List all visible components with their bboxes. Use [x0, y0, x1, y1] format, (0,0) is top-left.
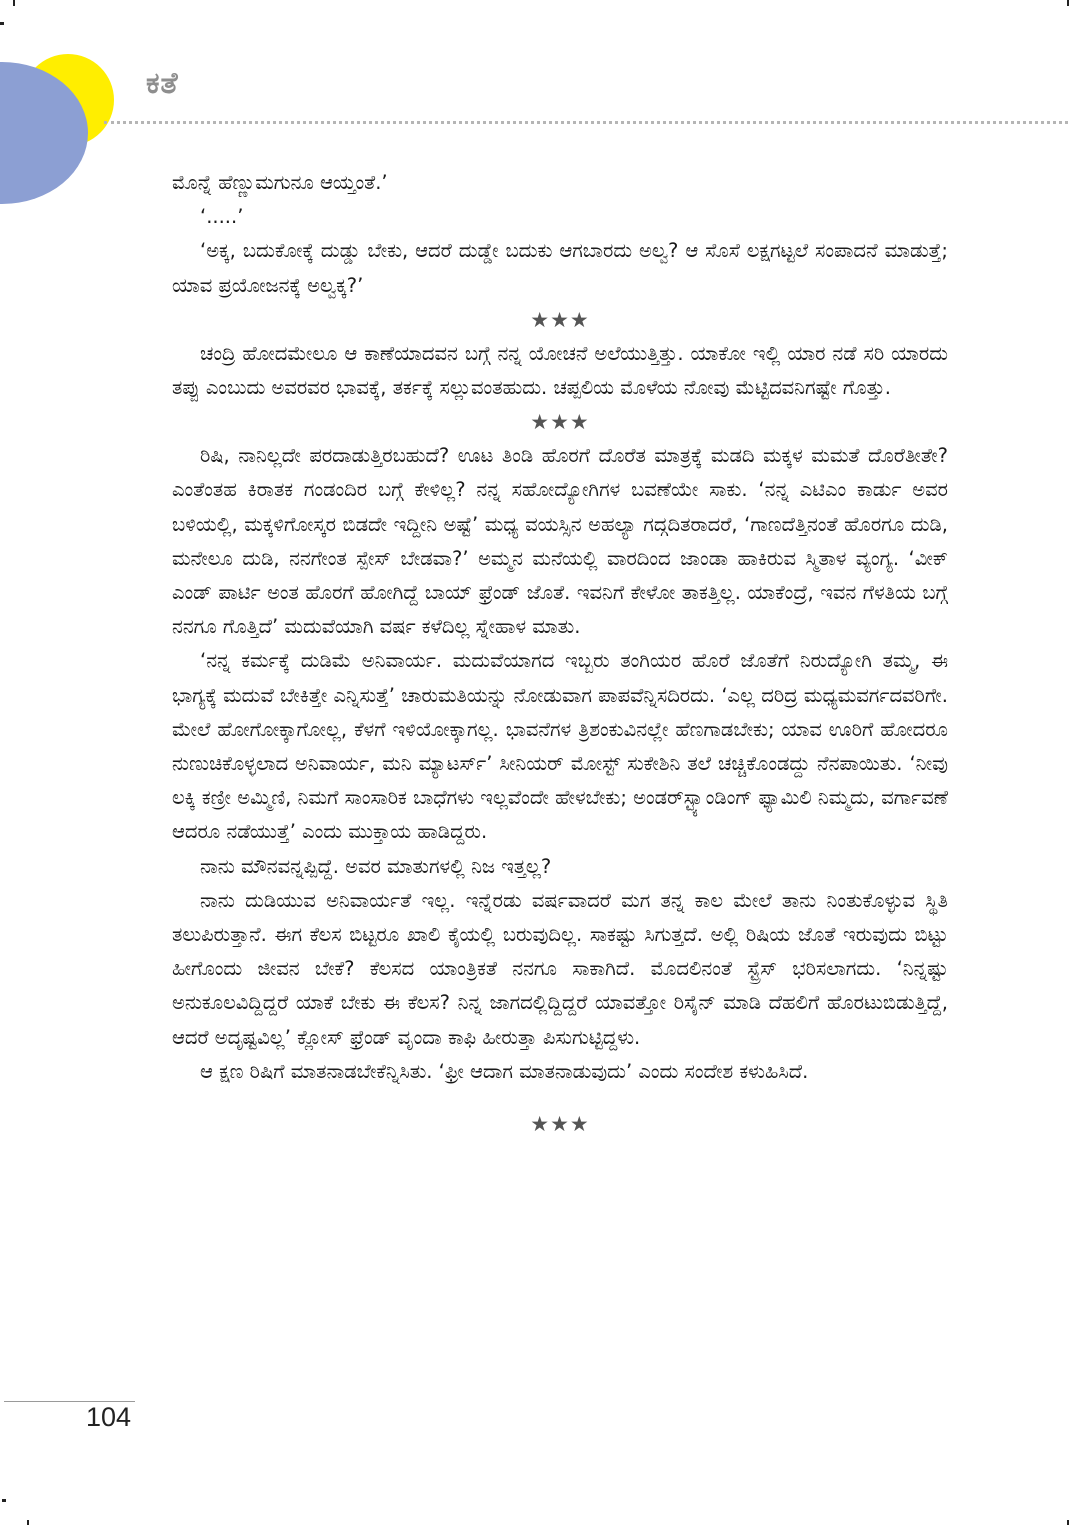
crop-mark-top-left: [13, 0, 15, 6]
paragraph: ರಿಷಿ, ನಾನಿಲ್ಲದೇ ಪರದಾಡುತ್ತಿರಬಹುದೆ? ಊಟ ತಿಂಡಿ ಹೊರಗೆ ದೊರೆತ ಮಾತ್ರಕ್ಕೆ ಮಡದಿ ಮಕ್ಕಳ ಮಮತೆ ದೊರೆತೀತೇ? ಎಂತೆಂತಹ ಕಿರಾತಕ ಗಂಡಂದಿರ ಬಗ್ಗೆ ಕೇಳಿಲ್ಲ? ನನ್ನ ಸಹೋದ್ಯೋಗಿಗಳ ಬವಣೆಯೇ ಸಾಕು. ‘ನನ್ನ ಎಟಿಎಂ ಕಾರ್ಡು ಅವರ ಬಳಿಯಲ್ಲಿ, ಮಕ್ಕಳಿಗೋಸ್ಕರ ಬಿಡದೇ ಇದ್ದೀನಿ ಅಷ್ಟೆ’ ಮಧ್ಯ ವಯಸ್ಸಿನ ಅಹಲ್ಯಾ ಗದ್ಗದಿತರಾದರೆ, ‘ಗಾಣದೆತ್ತಿನಂತೆ ಹೊರಗೂ ದುಡಿ, ಮನೇಲೂ ದುಡಿ, ನನಗೇಂತ ಸ್ಪೇಸ್ ಬೇಡವಾ?’ ಅಮ್ಮನ ಮನೆಯಲ್ಲಿ ವಾರದಿಂದ ಜಾಂಡಾ ಹಾಕಿರುವ ಸ್ಮಿತಾಳ ವ್ಯಂಗ್ಯ. ‘ವೀಕ್ ಎಂಡ್ ಪಾರ್ಟಿ ಅಂತ ಹೊರಗೆ ಹೋಗಿದ್ದೆ ಬಾಯ್ ಫ್ರೆಂಡ್ ಜೊತೆ. ಇವನಿಗೆ ಕೇಳೋ ತಾಕತ್ತಿಲ್ಲ. ಯಾಕೆಂದ್ರೆ, ಇವನ ಗೆಳತಿಯ ಬಗ್ಗೆ ನನಗೂ ಗೊತ್ತಿದೆ’ ಮದುವೆಯಾಗಿ ವರ್ಷ ಕಳೆದಿಲ್ಲ ಸ್ನೇಹಾಳ ಮಾತು.: [172, 444, 948, 639]
crop-mark-bottom-left-side: [2, 1499, 6, 1502]
section-break-stars: ★★★: [530, 1112, 590, 1137]
crop-mark-bottom-left: [27, 1520, 29, 1525]
section-break-stars: ★★★: [530, 307, 590, 332]
crop-mark-top-left-side: [0, 22, 4, 25]
section-title: ಕತೆ: [146, 66, 179, 101]
crop-mark-top-right: [1067, 0, 1069, 6]
paragraph-ellipsis: ‘.....’: [200, 205, 244, 229]
page-number: 104: [86, 1402, 132, 1432]
paragraph: ‘ನನ್ನ ಕರ್ಮಕ್ಕೆ ದುಡಿಮೆ ಅನಿವಾರ್ಯ. ಮದುವೆಯಾಗದ ಇಬ್ಬರು ತಂಗಿಯರ ಹೊರೆ ಜೊತೆಗೆ ನಿರುದ್ಯೋಗಿ ತಮ್ಮ, ಈ ಭಾಗ್ಯಕ್ಕೆ ಮದುವೆ ಬೇಕಿತ್ತೇ ಎನ್ನಿಸುತ್ತೆ’ ಚಾರುಮತಿಯನ್ನು ನೋಡುವಾಗ ಪಾಪವೆನ್ನಿಸದಿರದು. ‘ಎಲ್ಲ ದರಿದ್ರ ಮಧ್ಯಮವರ್ಗದವರಿಗೇ. ಮೇಲೆ ಹೋಗೋಕ್ಕಾಗೋಲ್ಲ, ಕೆಳಗೆ ಇಳಿಯೋಕ್ಕಾಗಲ್ಲ. ಭಾವನೆಗಳ ತ್ರಿಶಂಕುವಿನಲ್ಲೇ ಹೆಣಗಾಡಬೇಕು; ಯಾವ ಊರಿಗೆ ಹೋದರೂ ನುಣುಚಿಕೊಳ್ಳಲಾದ ಅನಿವಾರ್ಯ, ಮನಿ ಮ್ಯಾಟರ್ಸ್’ ಸೀನಿಯರ್ ಮೋಸ್ಟ್ ಸುಕೇಶಿನಿ ತಲೆ ಚಚ್ಚಿಕೊಂಡದ್ದು ನೆನಪಾಯಿತು. ‘ನೀವು ಲಕ್ಕಿ ಕಣ್ರೀ ಅಮ್ಮಿಣಿ, ನಿಮಗೆ ಸಾಂಸಾರಿಕ ಬಾಧೆಗಳು ಇಲ್ಲವೆಂದೇ ಹೇಳಬೇಕು; ಅಂಡರ್‌ಸ್ಟ್ಯಾಂಡಿಂಗ್ ಫ್ಯಾಮಿಲಿ ನಿಮ್ಮದು, ವರ್ಗಾವಣೆ ಆದರೂ ನಡೆಯುತ್ತೆ’ ಎಂದು ಮುಕ್ತಾಯ ಹಾಡಿದ್ದರು.: [172, 649, 948, 844]
paragraph: ನಾನು ದುಡಿಯುವ ಅನಿವಾರ್ಯತೆ ಇಲ್ಲ. ಇನ್ನೆರಡು ವರ್ಷವಾದರೆ ಮಗ ತನ್ನ ಕಾಲ ಮೇಲೆ ತಾನು ನಿಂತುಕೊಳ್ಳುವ ಸ್ಥಿತಿ ತಲುಪಿರುತ್ತಾನೆ. ಈಗ ಕೆಲಸ ಬಿಟ್ಟರೂ ಖಾಲಿ ಕೈಯಲ್ಲಿ ಬರುವುದಿಲ್ಲ. ಸಾಕಷ್ಟು ಸಿಗುತ್ತದೆ. ಅಲ್ಲಿ ರಿಷಿಯ ಜೊತೆ ಇರುವುದು ಬಿಟ್ಟು ಹೀಗೊಂದು ಜೀವನ ಬೇಕೆ? ಕೆಲಸದ ಯಾಂತ್ರಿಕತೆ ನನಗೂ ಸಾಕಾಗಿದೆ. ಮೊದಲಿನಂತೆ ಸ್ಟ್ರೆಸ್ ಭರಿಸಲಾಗದು. ‘ನಿನ್ನಷ್ಟು ಅನುಕೂಲವಿದ್ದಿದ್ದರೆ ಯಾಕೆ ಬೇಕು ಈ ಕೆಲಸ? ನಿನ್ನ ಜಾಗದಲ್ಲಿದ್ದಿದ್ದರೆ ಯಾವತ್ತೋ ರಿಸೈನ್ ಮಾಡಿ ದೆಹಲಿಗೆ ಹೊರಟುಬಿಡುತ್ತಿದ್ದೆ, ಆದರೆ ಅದೃಷ್ಟವಿಲ್ಲ’ ಕ್ಲೋಸ್ ಫ್ರೆಂಡ್ ವೃಂದಾ ಕಾಫಿ ಹೀರುತ್ತಾ ಪಿಸುಗುಟ್ಟಿದ್ದಳು.: [172, 888, 948, 1049]
paragraph: ಆ ಕ್ಷಣ ರಿಷಿಗೆ ಮಾತನಾಡಬೇಕೆನ್ನಿಸಿತು. ‘ಫ್ರೀ ಆದಾಗ ಮಾತನಾಡುವುದು’ ಎಂದು ಸಂದೇಶ ಕಳುಹಿಸಿದೆ.: [200, 1059, 809, 1083]
header-dotted-divider: [104, 121, 1068, 124]
crop-mark-bottom-right: [1067, 1520, 1069, 1525]
paragraph: ಚಂದ್ರಿ ಹೋದಮೇಲೂ ಆ ಕಾಣೆಯಾದವನ ಬಗ್ಗೆ ನನ್ನ ಯೋಚನೆ ಅಲೆಯುತ್ತಿತ್ತು. ಯಾಕೋ ಇಲ್ಲಿ ಯಾರ ನಡೆ ಸರಿ ಯಾರದು ತಪ್ಪು ಎಂಬುದು ಅವರವರ ಭಾವಕ್ಕೆ, ತರ್ಕಕ್ಕೆ ಸಲ್ಲುವಂತಹುದು. ಚಪ್ಪಲಿಯ ಮೊಳೆಯ ನೋವು ಮೆಟ್ಟಿದವನಿಗಷ್ಟೇ ಗೊತ್ತು.: [172, 341, 948, 400]
section-break-stars: ★★★: [530, 410, 590, 435]
paragraph: ‘ಅಕ್ಕ, ಬದುಕೋಕ್ಕೆ ದುಡ್ಡು ಬೇಕು, ಆದರೆ ದುಡ್ಡೇ ಬದುಕು ಆಗಬಾರದು ಅಲ್ವ? ಆ ಸೊಸೆ ಲಕ್ಷಗಟ್ಟಲೆ ಸಂಪಾದನೆ ಮಾಡುತ್ತೆ; ಯಾವ ಪ್ರಯೋಜನಕ್ಕೆ ಅಲ್ವಕ್ಕ?’: [172, 239, 948, 297]
paragraph: ಮೊನ್ನೆ ಹೆಣ್ಣುಮಗುನೂ ಆಯ್ತಂತೆ.’: [172, 171, 388, 194]
story-text: [172, 166, 948, 1141]
paragraph: ನಾನು ಮೌನವನ್ನಪ್ಪಿದ್ದೆ. ಅವರ ಮಾತುಗಳಲ್ಲಿ ನಿಜ ಇತ್ತಲ್ಲ?: [200, 854, 552, 878]
